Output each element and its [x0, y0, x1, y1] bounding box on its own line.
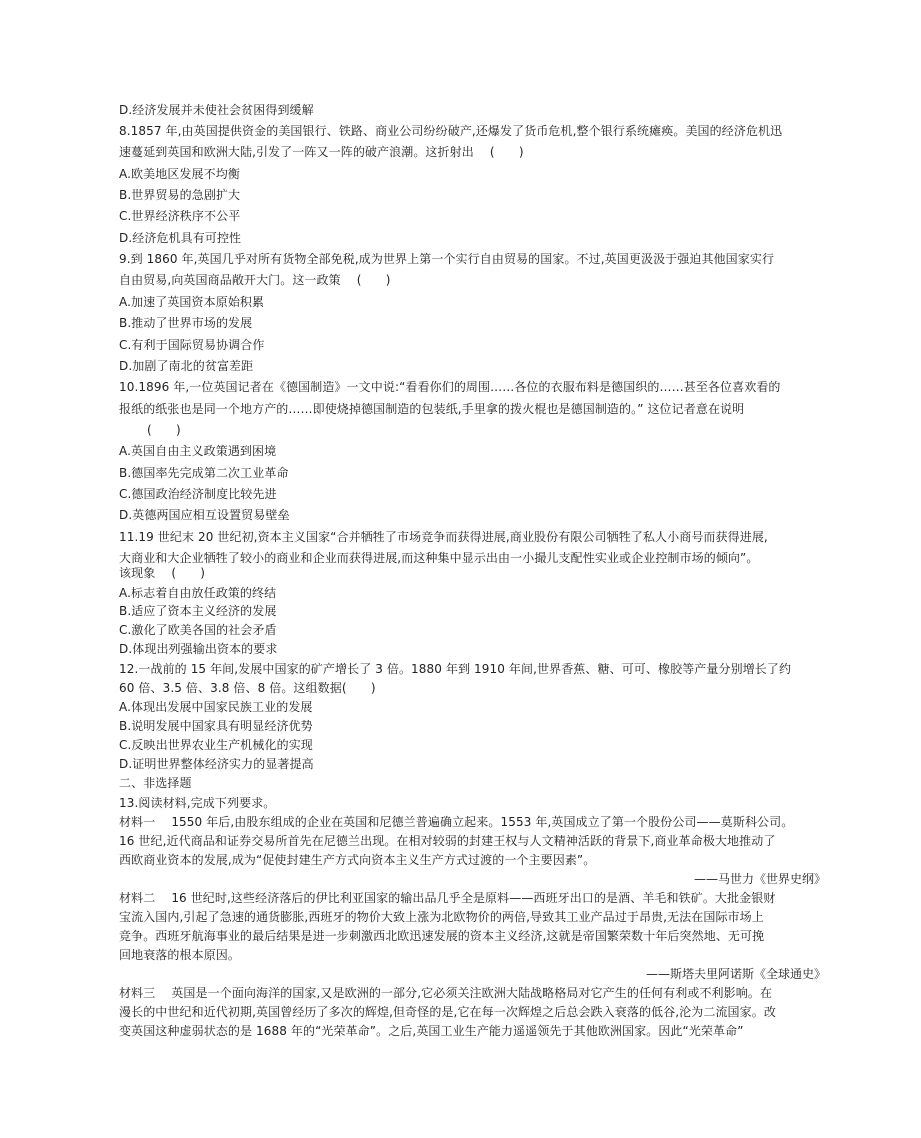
- q10-option-b: B.德国率先完成第二次工业革命: [119, 466, 289, 480]
- section-heading: 二、非选择题: [119, 776, 192, 790]
- material-1-line-3: 西欧商业资本的发展,成为“促使封建生产方式向资本主义生产方式过渡的一个主要因素”。: [119, 853, 596, 867]
- material-3-line-1: 材料三 英国是一个面向海洋的国家,又是欧洲的一部分,它必须关注欧洲大陆战略格局对它产生的任何有利或不利影响。在: [119, 986, 773, 1000]
- material-2-line-1: 材料二 16 世纪时,这些经济落后的伊比利亚国家的输出品几乎全是原料——西班牙出口的是酒、羊毛和铁矿。大批金银财: [119, 891, 776, 905]
- material-1-line-2: 16 世纪,近代商品和证券交易所首先在尼德兰出现。在相对较弱的封建王权与人文精神活跃的背景下,商业革命极大地推动了: [119, 834, 776, 848]
- q12-option-d: D.证明世界整体经济实力的显著提高: [119, 757, 314, 771]
- q9-stem-line-2: 自由贸易,向英国商品敞开大门。这一政策 ( ): [119, 273, 391, 287]
- q9-option-a: A.加速了英国资本原始积累: [119, 295, 265, 309]
- q11-option-c: C.激化了欧美各国的社会矛盾: [119, 623, 277, 637]
- q11-stem-line-1: 11.19 世纪末 20 世纪初,资本主义国家“合并牺牲了市场竞争而获得进展,商业股份有限公司牺牲了私人小商号而获得进展,: [119, 530, 768, 544]
- q11-option-a: A.标志着自由放任政策的终结: [119, 586, 277, 600]
- q8-option-c: C.世界经济秩序不公平: [119, 209, 241, 223]
- q8-stem-line-2: 速蔓延到英国和欧洲大陆,引发了一阵又一阵的破产浪潮。这折射出 ( ): [119, 145, 524, 159]
- material-3-line-2: 漫长的中世纪和近代初期,英国曾经历了多次的辉煌,但奇怪的是,它在每一次辉煌之后总会跌入衰落的低谷,沦为二流国家。改: [119, 1005, 776, 1019]
- material-2-source: ——斯塔夫里阿诺斯《全球通史》: [645, 967, 826, 981]
- q12-option-b: B.说明发展中国家具有明显经济优势: [119, 719, 313, 733]
- material-3-line-3: 变英国这种虚弱状态的是 1688 年的“光荣革命”。之后,英国工业生产能力遥遥领先于其他欧洲国家。因此“光荣革命”: [119, 1024, 744, 1038]
- q12-stem-line-1: 12.一战前的 15 年间,发展中国家的矿产增长了 3 倍。1880 年到 1910 年间,世界香蕉、糖、可可、橡胶等产量分别增长了约: [119, 662, 792, 676]
- q8-stem-line-1: 8.1857 年,由英国提供资金的美国银行、铁路、商业公司纷纷破产,还爆发了货币危机,整个银行系统瘫痪。美国的经济危机迅: [119, 124, 783, 138]
- q8-option-d: D.经济危机具有可控性: [119, 231, 242, 245]
- q9-stem-line-1: 9.到 1860 年,英国几乎对所有货物全部免税,成为世界上第一个实行自由贸易的国家。不过,英国更汲汲于强迫其他国家实行: [119, 252, 775, 266]
- q12-stem-line-2: 60 倍、3.5 倍、3.8 倍、8 倍。这组数据( ): [119, 681, 376, 695]
- q10-option-d: D.英德两国应相互设置贸易壁垒: [119, 508, 290, 522]
- q8-option-b: B.世界贸易的急剧扩大: [119, 188, 241, 202]
- q9-option-c: C.有利于国际贸易协调合作: [119, 338, 265, 352]
- q9-option-b: B.推动了世界市场的发展: [119, 316, 253, 330]
- q7-option-d: D.经济发展并未使社会贫困得到缓解: [119, 103, 314, 117]
- q10-stem-line-1: 10.1896 年,一位英国记者在《德国制造》一文中说:“看看你们的周围……各位的衣服布料是德国织的……甚至各位喜欢看的: [119, 380, 781, 394]
- q11-stem-line-2: 大商业和大企业牺牲了较小的商业和企业而获得进展,而这种集中显示出由一小撮儿支配性实业或企业控制市场的倾向”。: [119, 551, 759, 565]
- material-2-line-2: 宝流入国内,引起了急速的通货膨胀,西班牙的物价大致上涨为北欧物价的两倍,导致其工业产品过于昂贵,无法在国际市场上: [119, 910, 764, 924]
- q10-stem-line-2: 报纸的纸张也是同一个地方产的……即使烧掉德国制造的包装纸,手里拿的拨火棍也是德国制造的。” 这位记者意在说明: [119, 402, 745, 416]
- q12-option-a: A.体现出发展中国家民族工业的发展: [119, 700, 313, 714]
- q11-option-b: B.适应了资本主义经济的发展: [119, 604, 277, 618]
- q12-option-c: C.反映出世界农业生产机械化的实现: [119, 738, 313, 752]
- q9-option-d: D.加剧了南北的贫富差距: [119, 359, 254, 373]
- q11-option-d: D.体现出列强输出资本的要求: [119, 642, 278, 656]
- material-1-line-1: 材料一 1550 年后,由股东组成的企业在英国和尼德兰普遍确立起来。1553 年,英国成立了第一个股份公司——莫斯科公司。: [119, 815, 794, 829]
- q10-option-c: C.德国政治经济制度比较先进: [119, 487, 277, 501]
- q11-stem-line-3: 该现象 ( ): [119, 566, 206, 580]
- material-2-line-3: 竞争。西班牙航海事业的最后结果是进一步刺激西北欧迅速发展的资本主义经济,这就是帝国繁荣数十年后突然地、无可挽: [119, 929, 765, 943]
- q10-option-a: A.英国自由主义政策遇到困境: [119, 444, 277, 458]
- q8-option-a: A.欧美地区发展不均衡: [119, 167, 240, 181]
- q13-stem: 13.阅读材料,完成下列要求。: [119, 796, 276, 810]
- q10-answer-blank: ( ): [147, 423, 181, 437]
- material-2-line-4: 回地衰落的根本原因。: [119, 948, 241, 962]
- material-1-source: ——马世力《世界史纲》: [693, 872, 826, 886]
